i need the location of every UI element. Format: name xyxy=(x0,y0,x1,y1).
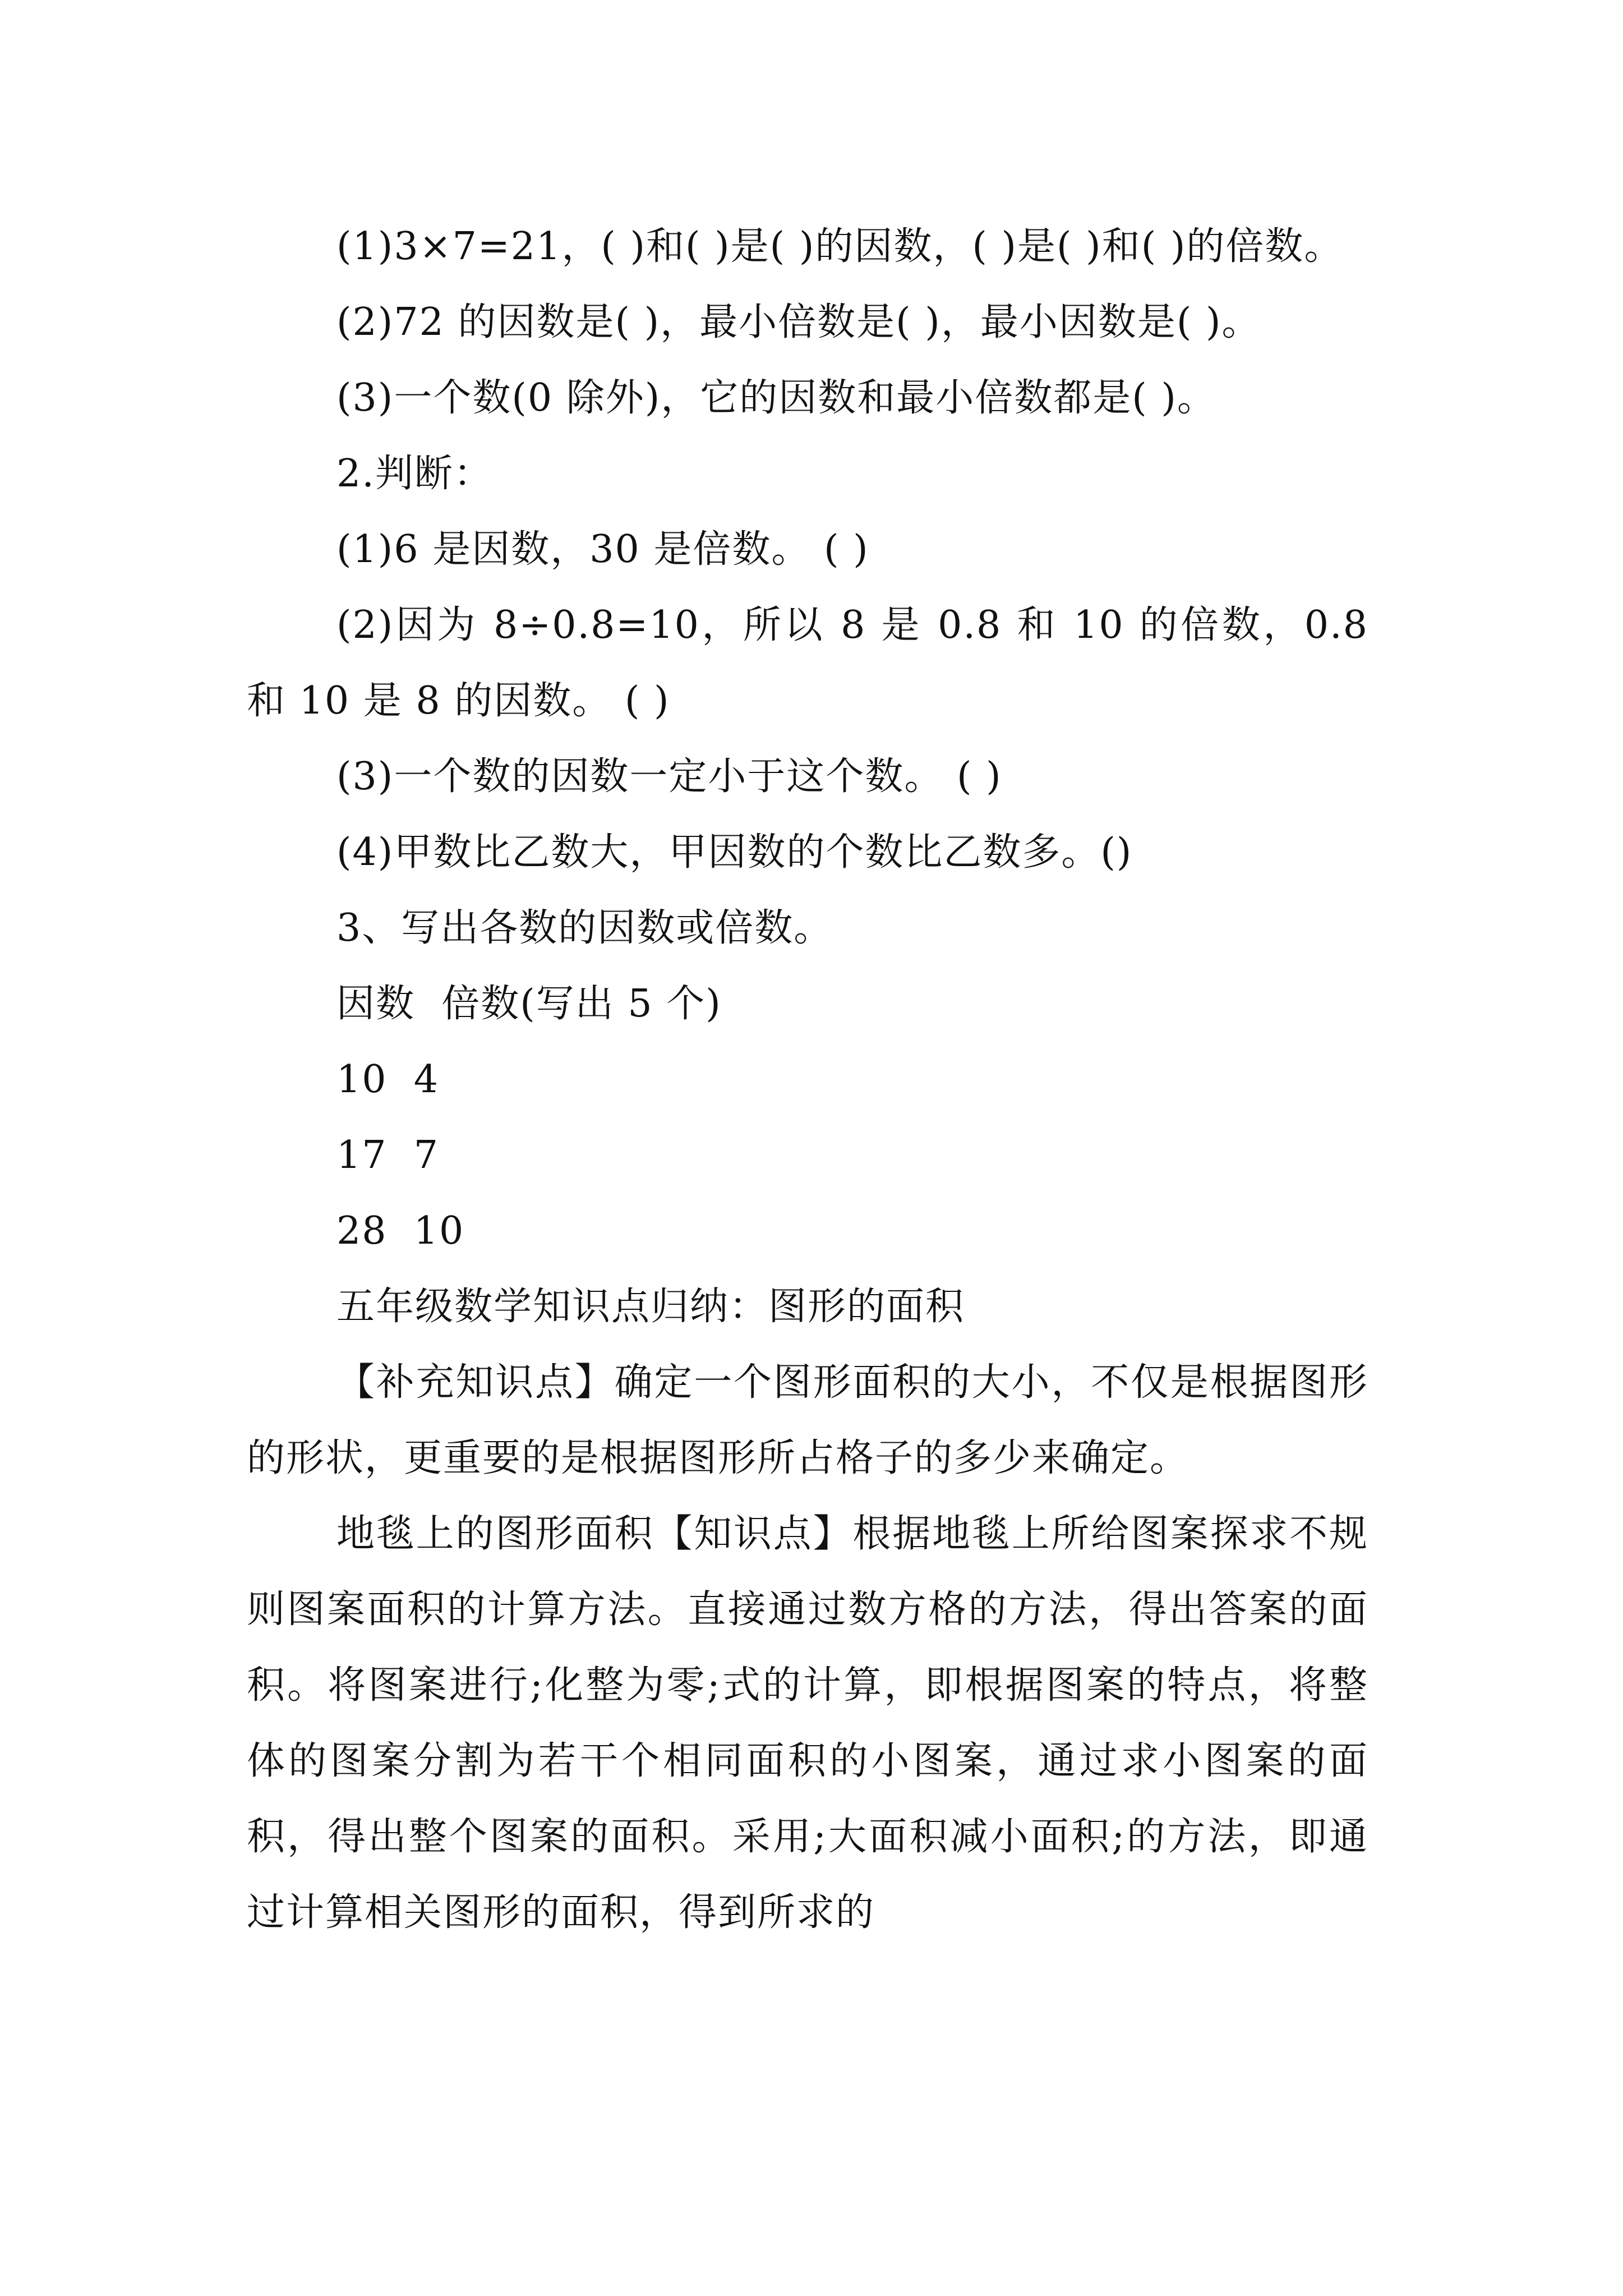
table-row-2: 17 7 xyxy=(336,1133,440,1177)
question-1-2: (2)72 的因数是( )，最小倍数是( )，最小因数是( )。 xyxy=(336,300,1261,344)
question-2-4: (4)甲数比乙数大，甲因数的个数比乙数多。() xyxy=(336,830,1133,875)
document-body xyxy=(247,209,1368,1950)
table-row-3: 28 10 xyxy=(336,1209,465,1253)
supplementary-knowledge-paragraph: 【补充知识点】确定一个图形面积的大小，不仅是根据图形的形状，更重要的是根据图形所占格子的多少来确定。 xyxy=(247,1360,1368,1480)
table-header-row: 因数 倍数(写出 5 个) xyxy=(336,982,722,1026)
question-2-2: (2)因为 8÷0.8=10，所以 8 是 0.8 和 10 的倍数，0.8 和 10 是 8 的因数。 ( ) xyxy=(247,603,1368,723)
question-1-1: (1)3×7=21，( )和( )是( )的因数，( )是( )和( )的倍数。 xyxy=(336,224,1344,269)
question-1-3: (3)一个数(0 除外)，它的因数和最小倍数都是( )。 xyxy=(336,376,1216,420)
section-heading-factors: 3、写出各数的因数或倍数。 xyxy=(336,906,833,950)
question-2-1: (1)6 是因数，30 是倍数。 ( ) xyxy=(336,527,869,572)
question-2-3: (3)一个数的因数一定小于这个数。 ( ) xyxy=(336,754,1002,799)
table-row-1: 10 4 xyxy=(336,1057,440,1102)
carpet-area-paragraph: 地毯上的图形面积【知识点】根据地毯上所给图案探求不规则图案面积的计算方法。直接通过数方格的方法，得出答案的面积。将图案进行;化整为零;式的计算，即根据图案的特点，将整体的图案分割为若干个相同面积的小图案，通过求小图案的面积，得出整个图案的面积。采用;大面积减小面积;的方法，即通过计算相关图形的面积，得到所求的 xyxy=(247,1512,1368,1935)
section-heading-judge: 2.判断： xyxy=(336,452,493,496)
section-title-area: 五年级数学知识点归纳：图形的面积 xyxy=(336,1285,965,1329)
